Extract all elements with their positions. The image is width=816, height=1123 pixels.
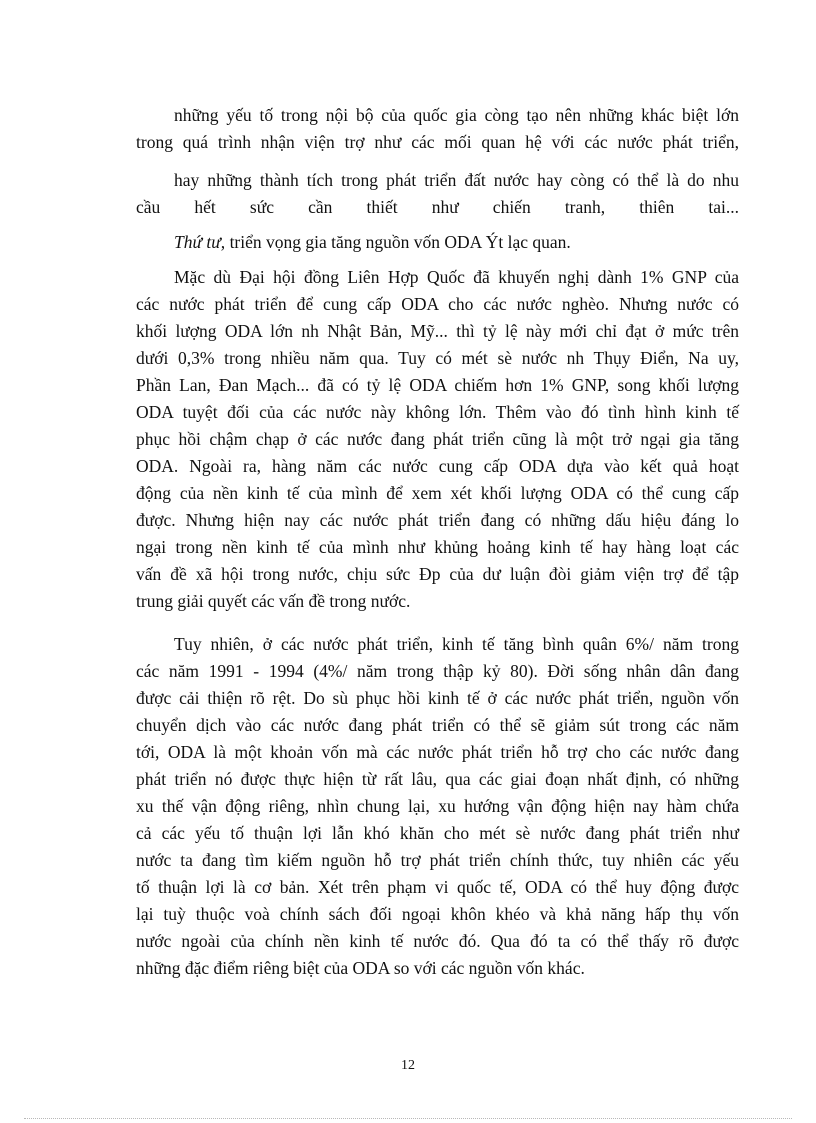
text-line: các nước phát triển để cung cấp ODA cho các nước nghèo. Nhưng nước có	[136, 294, 739, 314]
text-line: ngại trong nền kinh tế của mình như khủng hoảng kinh tế hay hàng loạt các	[136, 537, 739, 557]
text-line: Mặc dù Đại hội đồng Liên Hợp Quốc đã khuyến nghị dành 1% GNP của	[174, 267, 739, 287]
thu-tu-label: Thứ tư,	[174, 232, 226, 252]
text-line: cầu hết sức cần thiết như chiến tranh, thiên tai...	[136, 197, 739, 217]
text-line: nước ta đang tìm kiếm nguồn hỗ trợ phát triển chính thức, tuy nhiên các yếu	[136, 850, 739, 870]
text-line: được cải thiện rõ rệt. Do sù phục hồi kinh tế ở các nước phát triển, nguồn vốn	[136, 688, 739, 708]
text-line: tố thuận lợi là cơ bản. Xét trên phạm vi quốc tế, ODA có thể huy động được	[136, 877, 739, 897]
page-number: 12	[401, 1058, 415, 1073]
page-bottom-border	[24, 1118, 792, 1119]
text-line: phát triển nó được thực hiện từ rất lâu, qua các giai đoạn nhất định, có những	[136, 769, 739, 789]
text-line: được. Nhưng hiện nay các nước phát triển đang có những dấu hiệu đáng lo	[136, 510, 739, 530]
text-line: phục hồi chậm chạp ở các nước đang phát triển cũng là một trở ngại gia tăng	[136, 429, 739, 449]
text-line: dưới 0,3% trong nhiều năm qua. Tuy có mét sè nước nh Thụy Điển, Na uy,	[136, 348, 739, 368]
text-line: lại tuỳ thuộc voà chính sách đối ngoại khôn khéo và khả năng hấp thụ vốn	[136, 904, 739, 924]
text-line: Phần Lan, Đan Mạch... đã có tỷ lệ ODA chiếm hơn 1% GNP, song khối lượng	[136, 375, 739, 395]
text-line: ODA tuyệt đối của các nước này không lớn. Thêm vào đó tình hình kinh tế	[136, 402, 739, 422]
text-line: Tuy nhiên, ở các nước phát triển, kinh tế tăng bình quân 6%/ năm trong	[174, 634, 739, 654]
text-line: trung giải quyết các vấn đề trong nước.	[136, 591, 411, 611]
text-line: khối lượng ODA lớn nh Nhật Bản, Mỹ... thì tỷ lệ này mới chỉ đạt ở mức trên	[136, 321, 739, 341]
text-line: chuyển dịch vào các nước đang phát triển có thể sẽ giảm sút trong các năm	[136, 715, 739, 735]
text-line: xu thế vận động riêng, nhìn chung lại, xu hướng vận động hiện nay hàm chứa	[136, 796, 739, 816]
text-line: các năm 1991 - 1994 (4%/ năm trong thập kỷ 80). Đời sống nhân dân đang	[136, 661, 739, 681]
thu-tu-line	[174, 230, 739, 254]
text-line: tới, ODA là một khoản vốn mà các nước phát triển hỗ trợ cho các nước đang	[136, 742, 739, 762]
text-line: ODA. Ngoài ra, hàng năm các nước cung cấp ODA dựa vào kết quả hoạt	[136, 456, 739, 476]
text-line: trong quá trình nhận viện trợ như các mối quan hệ với các nước phát triển,	[136, 132, 739, 152]
text-line: vấn đề xã hội trong nước, chịu sức Ðp của dư luận đòi giảm viện trợ để tập	[136, 564, 739, 584]
text-line: động của nền kinh tế của mình để xem xét khối lượng ODA có thể cung cấp	[136, 483, 739, 503]
text-line: những đặc điểm riêng biệt của ODA so với các nguồn vốn khác.	[136, 958, 585, 978]
text-line: nước ngoài của chính nền kinh tế nước đó. Qua đó ta có thể thấy rõ được	[136, 931, 739, 951]
text-line: cả các yếu tố thuận lợi lẫn khó khăn cho mét sè nước đang phát triển như	[136, 823, 739, 843]
thu-tu-text: triển vọng gia tăng nguồn vốn ODA Ýt lạc quan.	[225, 232, 571, 252]
text-line: những yếu tố trong nội bộ của quốc gia còng tạo nên những khác biệt lớn	[174, 105, 739, 125]
text-line: hay những thành tích trong phát triển đất nước hay còng có thể là do nhu	[174, 170, 739, 190]
